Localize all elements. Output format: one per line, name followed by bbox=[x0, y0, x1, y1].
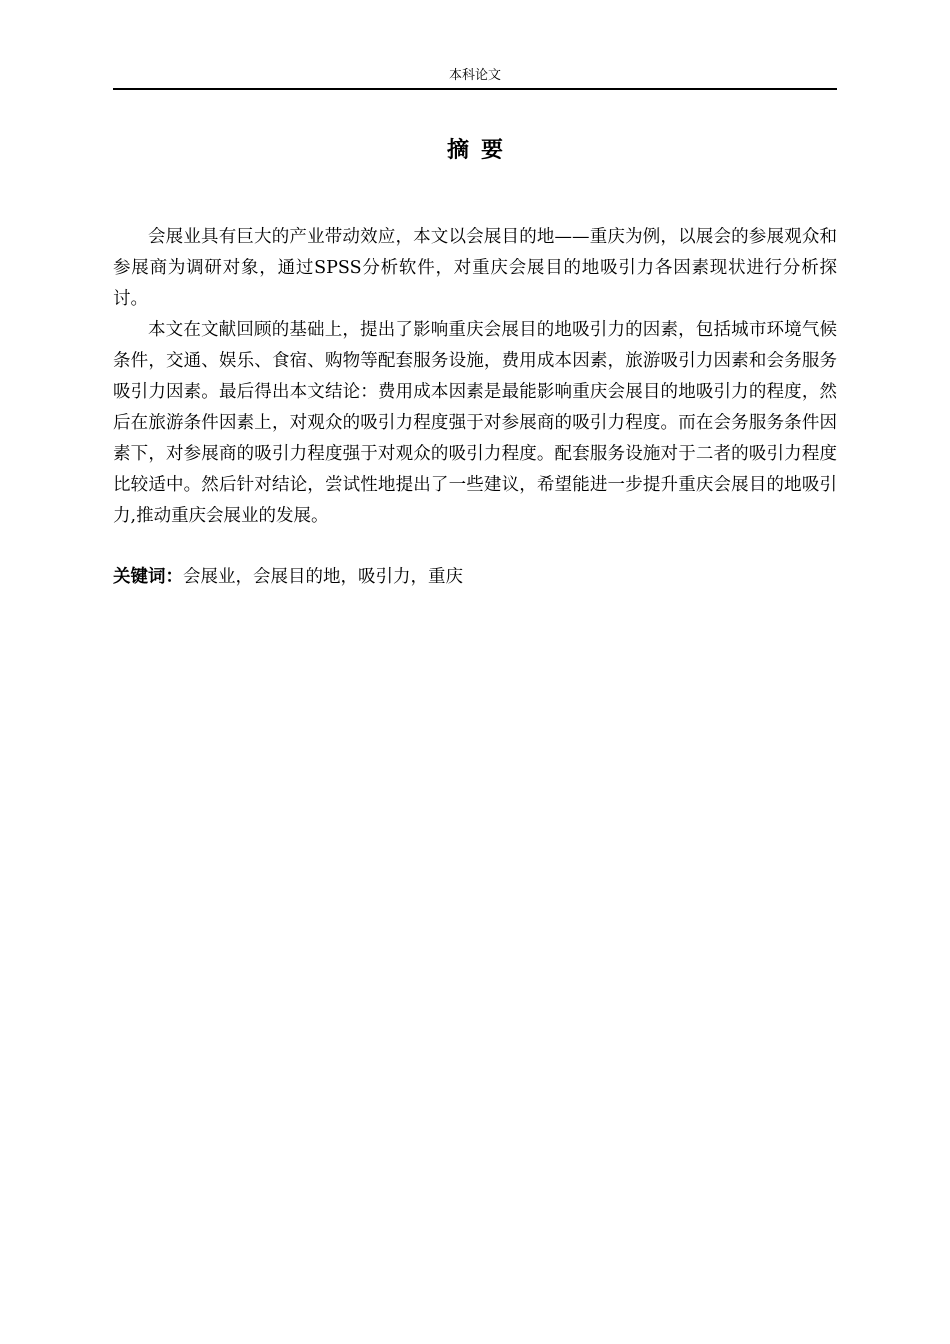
running-header: 本科论文 bbox=[448, 68, 501, 83]
abstract-title: 摘要 bbox=[446, 138, 515, 163]
abstract-paragraph-2: 本文在文献回顾的基础上，提出了影响重庆会展目的地吸引力的因素，包括城市环境气候条件，交通、娱乐、食宿、购物等配套服务设施，费用成本因素，旅游吸引力因素和会务服务吸引力因素。最后得出本文结论：费用成本因素是最能影响重庆会展目的地吸引力的程度，然后在旅游条件因素上，对观众的吸引力程度强于对参展商的吸引力程度。而在会务服务条件因素下，对参展商的吸引力程度强于对观众的吸引力程度。配套服务设施对于二者的吸引力程度比较适中。然后针对结论，尝试性地提出了一些建议，希望能进一步提升重庆会展目的地吸引力,推动重庆会展业的发展。 bbox=[113, 320, 837, 526]
abstract-paragraph-1: 会展业具有巨大的产业带动效应，本文以会展目的地——重庆为例，以展会的参展观众和参展商为调研对象，通过SPSS分析软件，对重庆会展目的地吸引力各因素现状进行分析探讨。 bbox=[113, 227, 837, 309]
header-rule bbox=[113, 88, 837, 90]
keywords-label: 关键词： bbox=[113, 567, 183, 587]
keywords-text: 会展业，会展目的地，吸引力，重庆 bbox=[183, 567, 463, 587]
keywords-line bbox=[113, 562, 837, 593]
abstract-body bbox=[113, 222, 837, 532]
